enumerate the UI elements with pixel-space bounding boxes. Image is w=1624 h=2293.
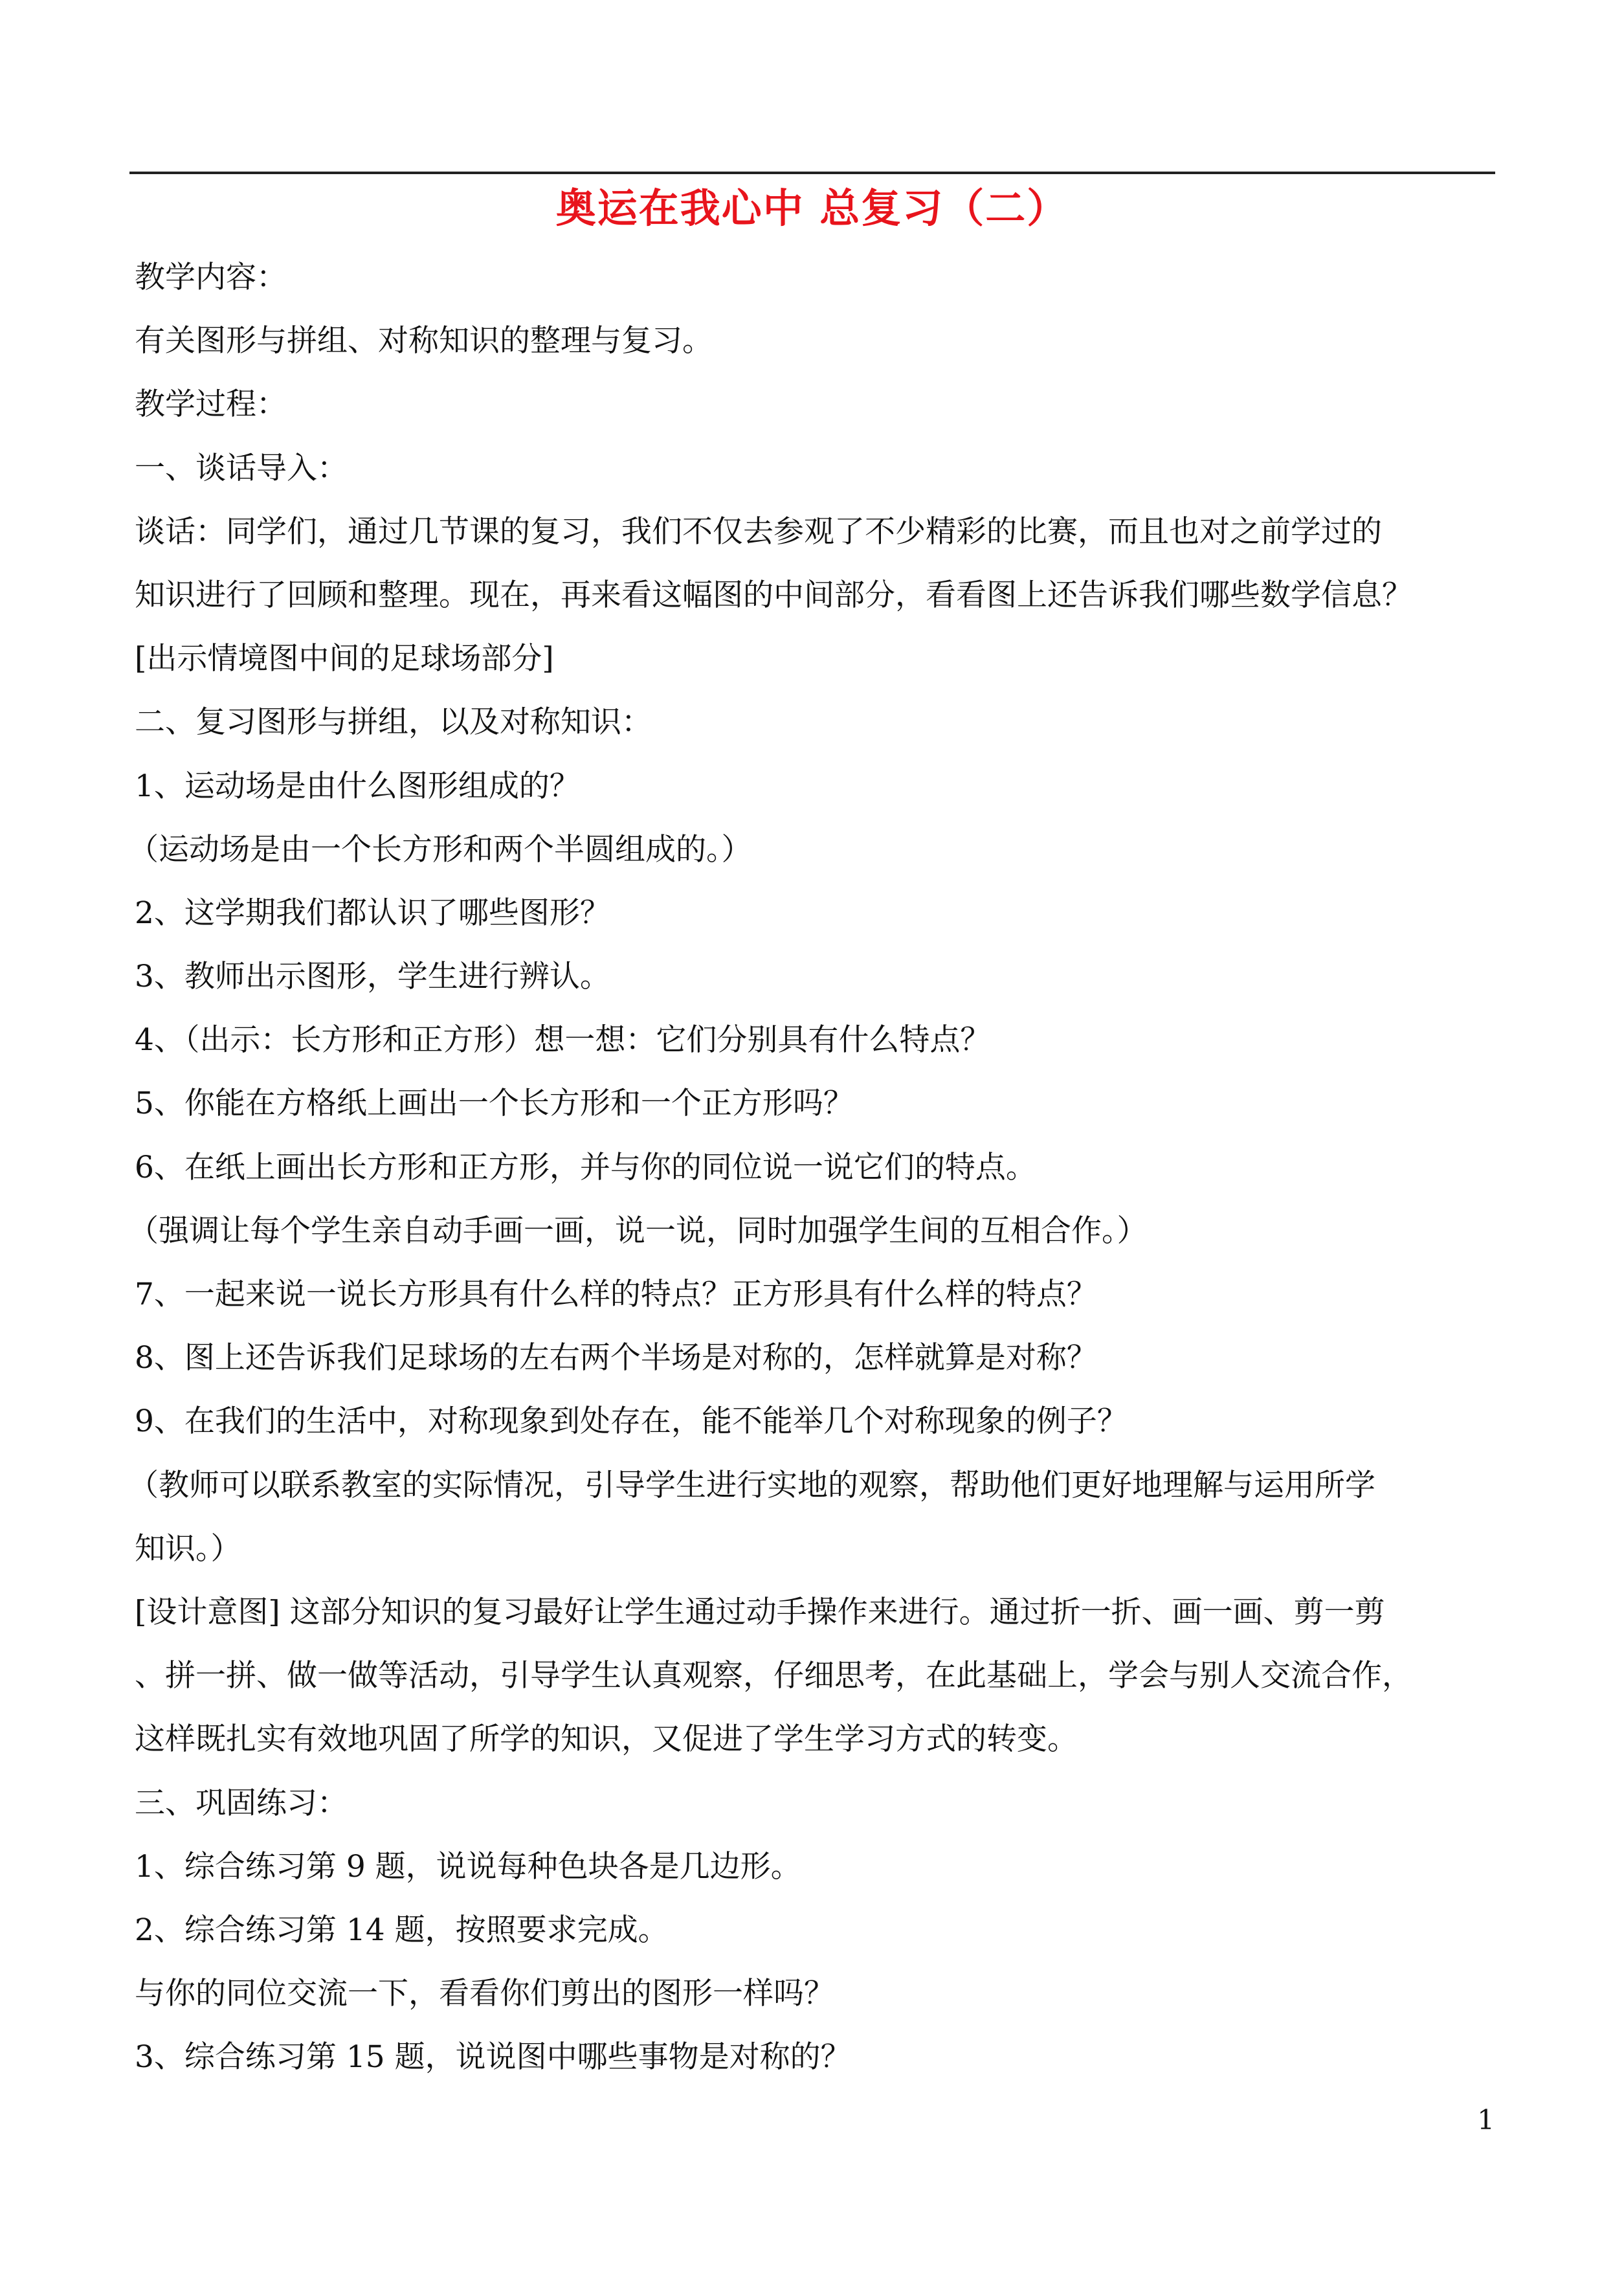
text-line: 5、你能在方格纸上画出一个长方形和一个正方形吗？ (135, 1086, 854, 1122)
text-line: （强调让每个学生亲自动手画一画，说一说，同时加强学生间的互相合作。） (128, 1213, 1148, 1249)
text-line: 教学过程： (135, 386, 287, 423)
text-line: 二、复习图形与拼组，以及对称知识： (135, 704, 652, 741)
document-title: 奥运在我心中 总复习（二） (555, 185, 1069, 232)
text-line: 与你的同位交流一下，看看你们剪出的图形一样吗？ (135, 1976, 834, 2012)
text-line: 9、在我们的生活中，对称现象到处存在，能不能举几个对称现象的例子？ (135, 1404, 1128, 1440)
text-line: 2、这学期我们都认识了哪些图形？ (135, 895, 610, 931)
text-line: 教学内容： (135, 260, 287, 295)
text-line: 、拼一拼、做一做等活动，引导学生认真观察，仔细思考，在此基础上，学会与别人交流合作， (135, 1658, 1412, 1694)
text-line: 这样既扎实有效地巩固了所学的知识，又促进了学生学习方式的转变。 (135, 1721, 1078, 1758)
text-line: 三、巩固练习： (135, 1785, 348, 1821)
text-line: 一、谈话导入： (135, 450, 348, 486)
text-line: 8、图上还告诉我们足球场的左右两个半场是对称的，怎样就算是对称？ (135, 1340, 1097, 1376)
text-line: 7、一起来说一说长方形具有什么样的特点？正方形具有什么样的特点？ (135, 1277, 1097, 1312)
header-rule (129, 172, 1495, 174)
text-line: 1、运动场是由什么图形组成的？ (135, 768, 580, 804)
text-line: 4、（出示：长方形和正方形）想一想：它们分别具有什么特点？ (135, 1022, 991, 1058)
text-line: [设计意图] 这部分知识的复习最好让学生通过动手操作来进行。通过折一折、画一画、剪一剪 (135, 1594, 1385, 1630)
text-line: 6、在纸上画出长方形和正方形，并与你的同位说一说它们的特点。 (135, 1149, 1036, 1185)
text-line: 3、教师出示图形，学生进行辨认。 (135, 959, 610, 995)
text-line: （运动场是由一个长方形和两个半圆组成的。） (128, 831, 752, 867)
text-line: 谈话：同学们，通过几节课的复习，我们不仅去参观了不少精彩的比赛，而且也对之前学过的 (135, 513, 1382, 550)
text-line: 有关图形与拼组、对称知识的整理与复习。 (135, 323, 713, 359)
document-body (128, 246, 1500, 2089)
text-line: [出示情境图中间的足球场部分] (135, 641, 554, 677)
text-line: 3、综合练习第 15 题，说说图中哪些事物是对称的？ (135, 2039, 851, 2075)
text-line: 2、综合练习第 14 题，按照要求完成。 (135, 1912, 669, 1948)
text-line: 1、综合练习第 9 题，说说每种色块各是几边形。 (135, 1848, 801, 1885)
text-line: 知识。） (135, 1530, 241, 1567)
text-line: 知识进行了回顾和整理。现在，再来看这幅图的中间部分，看看图上还告诉我们哪些数学信息？ (135, 577, 1412, 613)
page-number: 1 (1477, 2104, 1495, 2136)
text-line: （教师可以联系教室的实际情况，引导学生进行实地的观察，帮助他们更好地理解与运用所学 (128, 1467, 1375, 1503)
